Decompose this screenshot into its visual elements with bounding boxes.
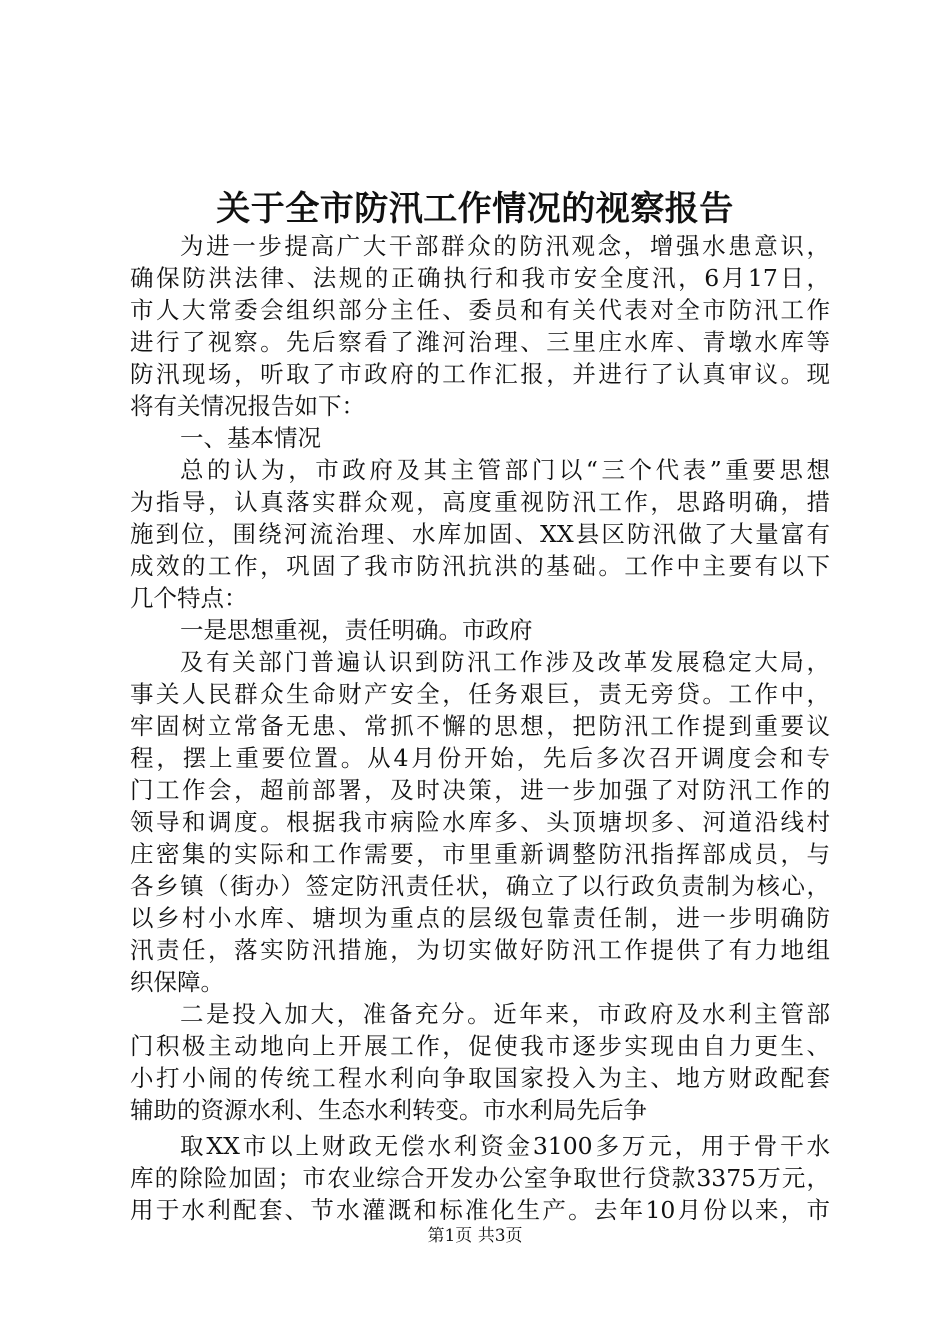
text-line: 以乡村小水库、塘坝为重点的层级包靠责任制，进一步明确防 <box>130 904 830 932</box>
text-line: 几个特点： <box>130 584 248 612</box>
text-line: 施到位，围绕河流治理、水库加固、XX县区防汛做了大量富有 <box>130 520 830 548</box>
text-line: 一是思想重视，责任明确。市政府 <box>180 616 533 644</box>
text-line: 汛责任，落实防汛措施，为切实做好防汛工作提供了有力地组 <box>130 936 830 964</box>
document-title: 关于全市防汛工作情况的视察报告 <box>216 189 734 229</box>
text-line: 库的除险加固；市农业综合开发办公室争取世行贷款3375万元， <box>130 1164 830 1192</box>
text-line: 庄密集的实际和工作需要，市里重新调整防汛指挥部成员，与 <box>130 840 830 868</box>
text-line: 为进一步提高广大干部群众的防汛观念，增强水患意识， <box>180 232 830 260</box>
text-line: 用于水利配套、节水灌溉和标准化生产。去年10月份以来，市 <box>130 1196 830 1224</box>
text-line: 门积极主动地向上开展工作，促使我市逐步实现由自力更生、 <box>130 1032 830 1060</box>
text-line: 总的认为，市政府及其主管部门以“三个代表”重要思想 <box>180 456 830 484</box>
text-line: 二是投入加大，准备充分。近年来，市政府及水利主管部 <box>180 1000 830 1028</box>
text-line: 牢固树立常备无患、常抓不懈的思想，把防汛工作提到重要议 <box>130 712 830 740</box>
text-line: 事关人民群众生命财产安全，任务艰巨，责无旁贷。工作中， <box>130 680 830 708</box>
text-line: 程，摆上重要位置。从4月份开始，先后多次召开调度会和专 <box>130 744 830 772</box>
text-line: 市人大常委会组织部分主任、委员和有关代表对全市防汛工作 <box>130 296 830 324</box>
text-line: 及有关部门普遍认识到防汛工作涉及改革发展稳定大局， <box>180 648 830 676</box>
text-line: 一、基本情况 <box>180 424 321 452</box>
text-line: 为指导，认真落实群众观，高度重视防汛工作，思路明确，措 <box>130 488 830 516</box>
text-line: 各乡镇（街办）签定防汛责任状，确立了以行政负责制为核心， <box>130 872 830 900</box>
text-line: 领导和调度。根据我市病险水库多、头顶塘坝多、河道沿线村 <box>130 808 830 836</box>
document-body <box>130 230 830 1226</box>
text-line: 确保防洪法律、法规的正确执行和我市安全度汛，6月17日， <box>130 264 830 292</box>
page-footer: 第1页 共3页 <box>427 1226 523 1246</box>
text-line: 防汛现场，听取了市政府的工作汇报，并进行了认真审议。现 <box>130 360 830 388</box>
text-line: 门工作会，超前部署，及时决策，进一步加强了对防汛工作的 <box>130 776 830 804</box>
text-line: 成效的工作，巩固了我市防汛抗洪的基础。工作中主要有以下 <box>130 552 830 580</box>
text-line: 将有关情况报告如下： <box>130 392 365 420</box>
text-line: 织保障。 <box>130 968 224 996</box>
text-line: 取XX市以上财政无偿水利资金3100多万元，用于骨干水 <box>180 1132 830 1160</box>
text-line: 辅助的资源水利、生态水利转变。市水利局先后争 <box>130 1096 647 1124</box>
text-line: 小打小闹的传统工程水利向争取国家投入为主、地方财政配套 <box>130 1064 830 1092</box>
text-line: 进行了视察。先后察看了潍河治理、三里庄水库、青墩水库等 <box>130 328 830 356</box>
